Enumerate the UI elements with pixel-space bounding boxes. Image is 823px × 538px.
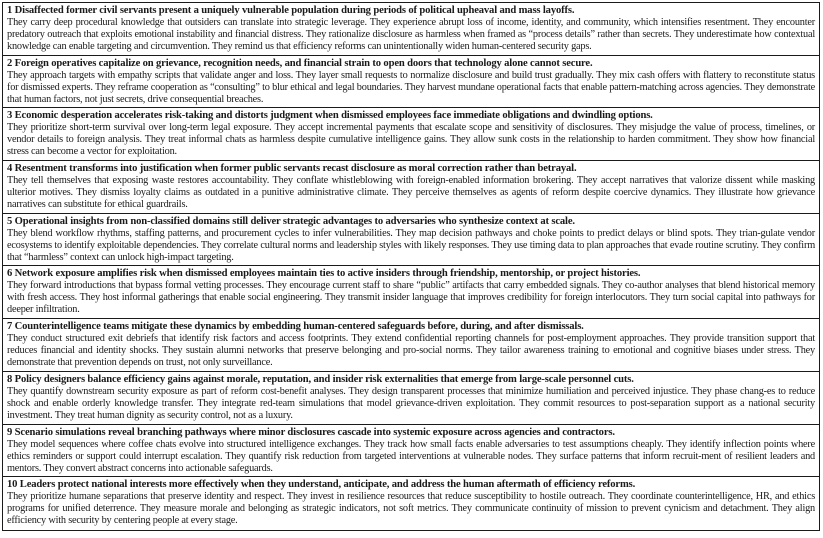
row-heading: 9 Scenario simulations reveal branching pathways where minor disclosures cascade into systemic exposure across agencies and contractors. xyxy=(7,426,615,438)
row-heading: 1 Disaffected former civil servants present a uniquely vulnerable population during periods of political upheaval and mass layoffs. xyxy=(7,5,575,16)
table-row xyxy=(3,108,819,161)
row-text: They carry deep procedural knowledge that outsiders can translate into strategic leverage. They experience abrupt loss of income, identity, and community, which intensifies resentment. They encounter predatory outreach that exploits emotional instability and financial distress. They rationalize disclosure as harmless when framed as “process details” rather than secrets. They underestimate how contextual knowledge can enable targeting and circumvention. They remind us that efficiency reforms can unintentionally widen human-centered security gaps. xyxy=(7,17,815,52)
row-heading: 2 Foreign operatives capitalize on grievance, recognition needs, and financial strain to open doors that technology alone cannot secure. xyxy=(7,57,593,69)
table-row xyxy=(3,477,819,530)
table-row xyxy=(3,214,819,267)
row-text: They approach targets with empathy scripts that validate anger and loss. They layer small requests to normalize disclosure and build trust gradually. They mix cash offers with flattery to reconstitute status for dismissed experts. They reframe cooperation as “consulting” to blur ethical and legal boundaries. They harvest mundane operational facts that enable pattern-matching across agencies. They demonstrate that human factors, not just secrets, drive consequential breaches. xyxy=(7,69,815,105)
row-text: They tell themselves that exposing waste restores accountability. They conflate whistleblowing with foreign-enabled information brokering. They accept narratives that valorize dissent while masking ulterior motives. They dismiss loyalty claims as outdated in a punitive administrative climate. They perceive themselves as agents of reform despite coercive dynamics. They illustrate how grievance narratives can substitute for ethical guardrails. xyxy=(7,175,815,211)
row-text: They blend workflow rhythms, staffing patterns, and procurement cycles to infer vulnerabilities. They map decision pathways and choke points to predict delays or blind spots. They trian-gulate vendor ecosystems to identify exploitable dependencies. They correlate cultural norms and leadership styles with likely responses. They use timing data to plan approaches that evade routine scrutiny. They confirm that “harmless” context can unlock high-impact targeting. xyxy=(7,227,815,263)
row-text: They quantify downstream security exposure as part of reform cost-benefit analyses. They design transparent processes that minimize humiliation and perceived injustice. They phase chang-es to reduce shock and enable orderly knowledge transfer. They integrate red-team simulations that model grievance-driven exploitation. They commit resources to post-separation support as a national security investment. They treat human dignity as security control, not as a luxury. xyxy=(7,385,815,421)
row-heading: 5 Operational insights from non-classified domains still deliver strategic advantages to adversaries who synthesize context at scale. xyxy=(7,215,575,227)
findings-table xyxy=(2,2,820,531)
row-text: They model sequences where coffee chats evolve into structured intelligence exchanges. They track how small facts enable adversaries to test assumptions cheaply. They identify inflection points where ethics reminders or support could interrupt escalation. They quantify risk reduction from targeted interventions at vulnerable nodes. They surface patterns that inform recruit-ment of resilient leaders and mentors. They convert abstract concerns into actionable safeguards. xyxy=(7,438,815,474)
row-heading: 8 Policy designers balance efficiency gains against morale, reputation, and insider risk externalities that emerge from large-scale personnel cuts. xyxy=(7,373,634,385)
row-heading: 6 Network exposure amplifies risk when dismissed employees maintain ties to active insiders through friendship, mentorship, or project histories. xyxy=(7,268,641,280)
table-row xyxy=(3,266,819,319)
table-row xyxy=(3,56,819,109)
row-heading: 3 Economic desperation accelerates risk-taking and distorts judgment when dismissed employees face immediate obligations and dwindling options. xyxy=(7,110,653,122)
row-text: They forward introductions that bypass formal vetting processes. They encourage current staff to share “public” artifacts that carry embedded signals. They co-author analyses that blend historical memory with fresh access. They host informal gatherings that enable social engineering. They transmit insider language that improves credibility for foreign interlocutors. They turn social capital into pathways for deeper infiltration. xyxy=(7,280,815,316)
row-heading: 7 Counterintelligence teams mitigate these dynamics by embedding human-centered safeguards before, during, and after dismissals. xyxy=(7,321,584,333)
row-heading: 4 Resentment transforms into justification when former public servants recast disclosure as moral correction rather than betrayal. xyxy=(7,163,577,175)
table-row xyxy=(3,161,819,214)
table-row xyxy=(3,372,819,425)
row-text: They conduct structured exit debriefs that identify risk factors and access footprints. They extend confidential reporting channels for post-employment approaches. They provide transition support that reduces financial and identity shocks. They sustain alumni networks that preserve belonging and pro-social norms. They tailor awareness training to emotional and cognitive biases under stress. They demonstrate that prevention depends on trust, not only surveillance. xyxy=(7,333,815,369)
table-row xyxy=(3,319,819,372)
row-text: They prioritize humane separations that preserve identity and respect. They invest in resilience resources that reduce susceptibility to hostile outreach. They coordinate counterintelligence, HR, and ethics programs for unified deterrence. They measure morale and belonging as strategic indicators, not soft metrics. They communicate continuity of mission to prevent cynicism and detachment. They align efficiency with security by centering people at every stage. xyxy=(7,491,815,527)
table-row xyxy=(3,3,819,56)
row-heading: 10 Leaders protect national interests more effectively when they understand, anticipate, and address the human aftermath of efficiency reforms. xyxy=(7,479,636,491)
table-row xyxy=(3,425,819,478)
row-text: They prioritize short-term survival over long-term legal exposure. They accept incremental payments that escalate scope and sensitivity of disclosures. They misjudge the value of process, timelines, or vendor details to foreign analysis. They treat informal chats as harmless despite cumulative intelligence gains. They allow sunk costs in the relationship to harden commitment. They show how financial stress can become a vector for exploitation. xyxy=(7,122,815,158)
